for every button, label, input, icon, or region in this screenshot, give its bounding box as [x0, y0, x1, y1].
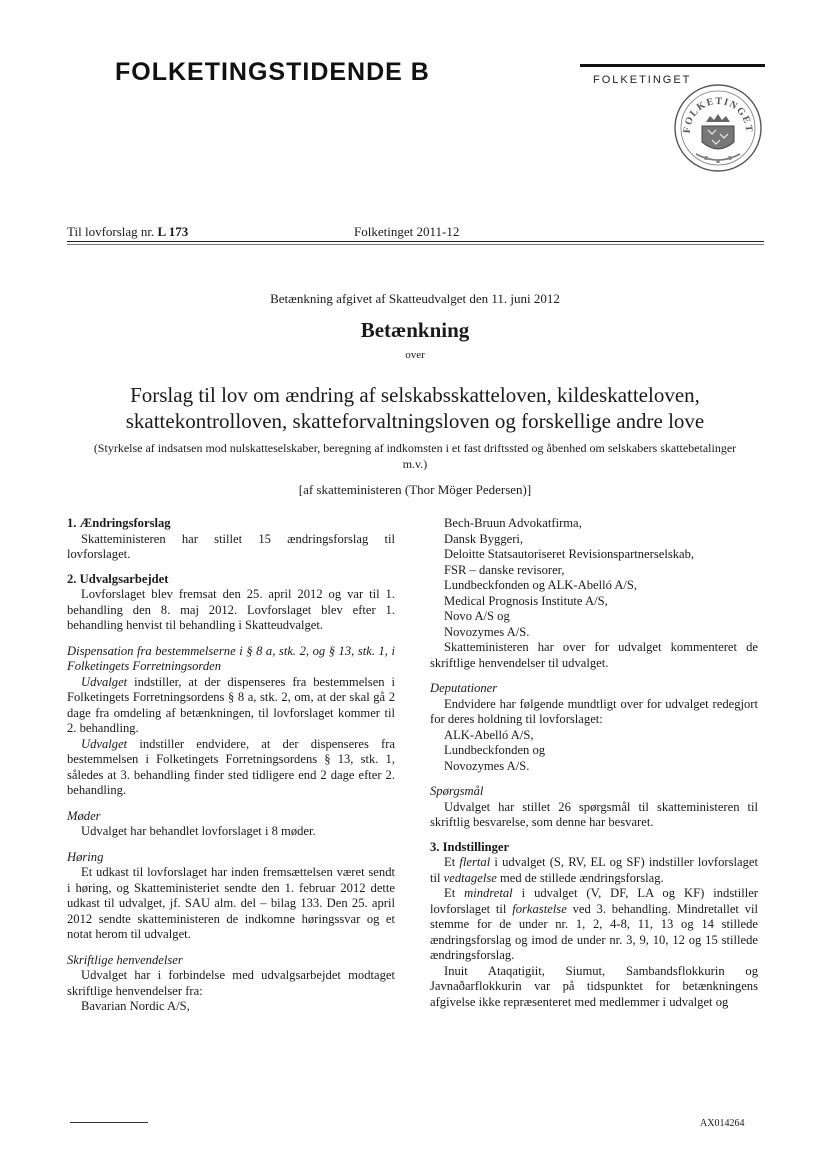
organization-label: FOLKETINGET [593, 74, 692, 86]
dispensation-1-text: indstiller, at der dispenseres fra bestemmelsen i Folketingets Forretningsordens § 8 a, stk. 2, om, at der skal gå 2 dage fra omdeling af betænkningen, til lovforslaget kommer til 2. behandling. [67, 674, 395, 735]
written-list-item: Novo A/S og [444, 609, 510, 623]
written-list-item: Dansk Byggeri, [444, 531, 524, 546]
questions-heading: Spørgsmål [430, 784, 484, 798]
written-list-item: Novozymes A/S. [444, 624, 530, 639]
written-text: Udvalget har i forbindelse med udvalgsarbejdet modtaget skriftlige henvendelser fra: [67, 968, 395, 998]
section-1-heading: 1. Ændringsforslag [67, 516, 171, 530]
written-list-item: Medical Prognosis Institute A/S, [444, 593, 608, 608]
organization-rule [580, 64, 765, 67]
bill-reference-number: L 173 [157, 224, 189, 239]
dispensation-heading: Dispensation fra bestemmelserne i § 8 a, stk. 2, og § 13, stk. 1, i Folketingets Forretningsorden [67, 643, 395, 673]
bill-subtitle: (Styrkelse af indsatsen mod nulskatteselskaber, beregning af indkomsten i et fast driftssted og åbenhed om selskabers skattebetalinger m.v.) [93, 441, 737, 471]
minority-emphasis: mindretal [464, 886, 513, 900]
majority-text-b: i udvalget (S, RV, EL og SF) indstiller lovforslaget til [430, 855, 758, 885]
deputations-text: Endvidere har følgende mundtligt over for udvalget redegjort for deres holdning til lovforslaget: [430, 696, 758, 726]
bill-title-line2: skattekontrolloven, skatteforvaltningsloven og forskellige andre love [125, 409, 705, 433]
deputation-list-item: Novozymes A/S. [444, 758, 530, 773]
written-list-item: FSR – danske revisorer, [444, 562, 565, 577]
bill-title [60, 382, 770, 434]
rejection-emphasis: forkastelse [512, 901, 567, 916]
written-heading: Skriftlige henvendelser [67, 952, 183, 967]
header-rule-thin [67, 244, 764, 245]
written-list-item: Deloitte Statsautoriseret Revisionspartnerselskab, [444, 547, 695, 561]
dispensation-paragraph-1 [67, 675, 395, 737]
majority-text-c: med de stillede ændringsforslag. [496, 870, 664, 885]
dispensation-2-text: indstiller endvidere, at der dispenseres fra bestemmelsen i Folketingets Forretningsordens § 13, stk. 1, således at 3. behandling finder sted tidligere end 2 dage efter 2. behandling. [67, 736, 395, 797]
report-title: Betænkning [360, 318, 470, 342]
bill-reference-prefix: Til lovforslag nr. [67, 224, 155, 239]
hearing-heading: Høring [67, 849, 104, 864]
written-list-item: Bavarian Nordic A/S, [81, 999, 190, 1013]
dispensation-2-emphasis: Udvalget [81, 736, 128, 751]
majority-emphasis: flertal [459, 855, 491, 869]
written-list-item: Lundbeckfonden og ALK-Abelló A/S, [444, 578, 638, 592]
folketinget-seal-icon [672, 82, 764, 174]
left-column [67, 516, 395, 1015]
meetings-heading: Møder [67, 808, 101, 823]
right-column [430, 516, 758, 1010]
dispensation-paragraph-2 [67, 737, 395, 799]
deputations-heading: Deputationer [430, 681, 498, 695]
written-list-item: Bech-Bruun Advokatfirma, [444, 516, 582, 530]
minister-line: [af skatteministeren (Thor Möger Pedersen)] [298, 482, 532, 497]
majority-text-a: Et [444, 855, 460, 869]
majority-paragraph [430, 855, 758, 886]
minority-text-c: ved 3. behandling. Mindretallet vil stemme for de under nr. 1, 2, 4-8, 11, 13 og 14 stillede ændringsforslag og imod de under nr. 3, 9, 10, 12 og 15 stillede ændringsforslag. [430, 901, 758, 962]
section-3-heading: 3. Indstillinger [430, 839, 510, 854]
deputation-list-item: ALK-Abelló A/S, [444, 727, 534, 742]
deputation-list-item: Lundbeckfonden og [444, 743, 546, 757]
publication-title: FOLKETINGSTIDENDE B [115, 58, 430, 86]
session-label: Folketinget 2011-12 [354, 224, 460, 239]
report-given-line: Betænkning afgivet af Skatteudvalget den 11. juni 2012 [270, 291, 560, 306]
section-2-heading: 2. Udvalgsarbejdet [67, 571, 169, 586]
adoption-emphasis: vedtagelse [443, 870, 497, 885]
bill-reference [67, 224, 188, 240]
dispensation-1-emphasis: Udvalget [81, 674, 128, 689]
minority-text-b: i udvalget (V, DF, LA og KF) indstiller lovforslaget til [430, 886, 758, 916]
meetings-text: Udvalget har behandlet lovforslaget i 8 møder. [81, 824, 316, 838]
parties-paragraph: Inuit Ataqatigiit, Siumut, Sambandsflokkurin og Javnaðarflokkurin var på tidspunktet for betænkningens afgivelse ikke repræsenteret med medlemmer i udvalget og [430, 963, 758, 1009]
document-code: AX014264 [700, 1118, 745, 1129]
written-reply: Skatteministeren har over for udvalget kommenteret de skriftlige henvendelser til udvalget. [430, 640, 758, 670]
bill-title-line1: Forslag til lov om ændring af selskabsskatteloven, kildeskatteloven, [130, 383, 700, 407]
seal-text: FOLKETINGET [681, 95, 755, 134]
header-rule [67, 241, 764, 242]
footnote-rule [70, 1122, 148, 1123]
minority-paragraph [430, 886, 758, 964]
minority-text-a: Et [444, 886, 465, 900]
section-2-text: Lovforslaget blev fremsat den 25. april 2012 og var til 1. behandling den 8. maj 2012. Lovforslaget blev efter 1. behandling henvist til behandling i Skatteudvalget. [67, 587, 395, 632]
section-1-text: Skatteministeren har stillet 15 ændringsforslag til lovforslaget. [67, 531, 395, 561]
hearing-text: Et udkast til lovforslaget har inden fremsættelsen været sendt i høring, og Skatteministeriet sendte den 1. februar 2012 dette udkast til udvalget, jf. SAU alm. del – bilag 133. Den 25. april 2012 sendte skatteministeren de indkomne høringssvar og et notat herom til udvalget. [67, 865, 395, 941]
questions-text: Udvalget har stillet 26 spørgsmål til skatteministeren til skriftlig besvarelse, som denne har besvaret. [430, 799, 758, 829]
report-over: over [405, 349, 425, 361]
